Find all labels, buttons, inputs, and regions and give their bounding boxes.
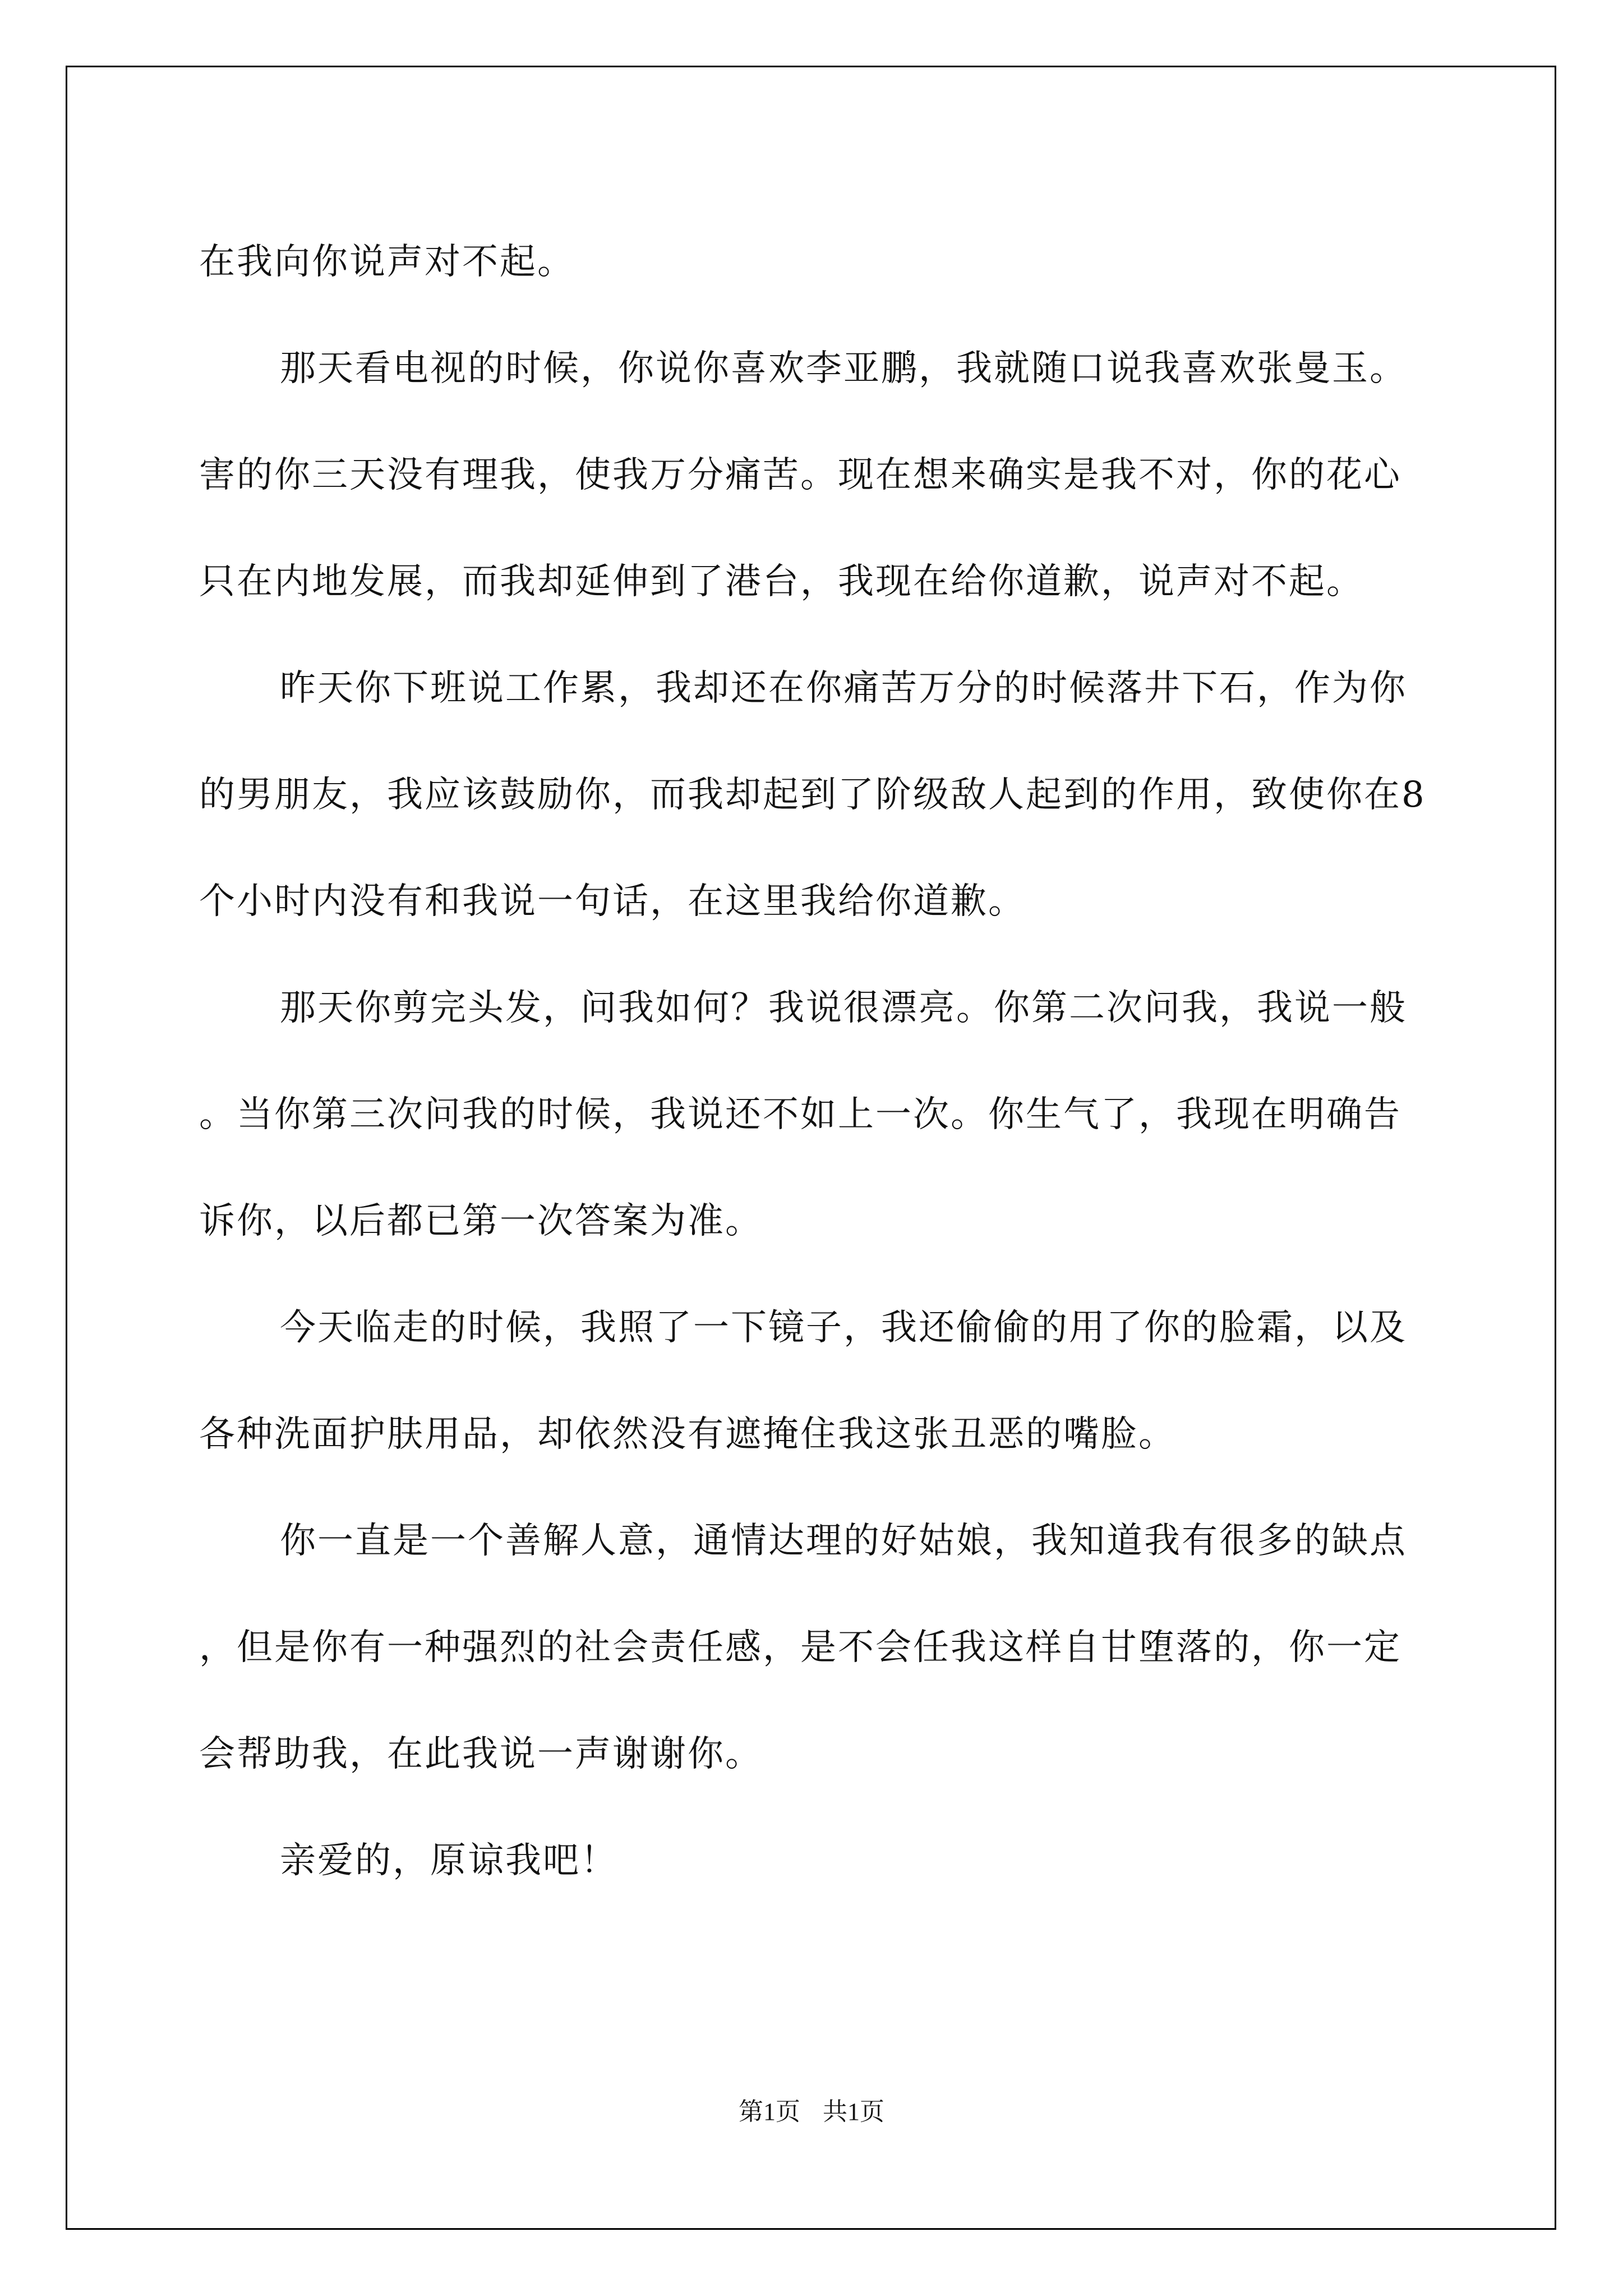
paragraph: 你一直是一个善解人意，通情达理的好姑娘，我知道我有很多的缺点，但是你有一种强烈的社会责任感，是不会任我这样自甘堕落的，你一定会帮助我，在此我说一声谢谢你。 xyxy=(199,1520,1407,1775)
paragraph: 那天你剪完头发，问我如何？我说很漂亮。你第二次问我，我说一般。当你第三次问我的时候，我说还不如上一次。你生气了，我现在明确告诉你，以后都已第一次答案为准。 xyxy=(199,987,1407,1242)
paragraph: 今天临走的时候，我照了一下镜子，我还偷偷的用了你的脸霜，以及各种洗面护肤用品，却依然没有遮掩住我这张丑恶的嘴脸。 xyxy=(199,1307,1407,1455)
document-body xyxy=(199,209,1433,1914)
page-footer xyxy=(0,2091,1623,2127)
paragraph: 在我向你说声对不起。 xyxy=(199,241,575,283)
paragraph: 那天看电视的时候，你说你喜欢李亚鹏，我就随口说我喜欢张曼玉。害的你三天没有理我，使我万分痛苦。现在想来确实是我不对，你的花心只在内地发展，而我却延伸到了港台，我现在给你道歉，说声对不起。 xyxy=(199,348,1407,602)
paragraph: 昨天你下班说工作累，我却还在你痛苦万分的时候落井下石，作为你的男朋友，我应该鼓励你，而我却起到了阶级敌人起到的作用，致使你在8个小时内没有和我说一句话，在这里我给你道歉。 xyxy=(199,668,1426,922)
page-number: 第1页 xyxy=(739,2098,800,2125)
page-total: 共1页 xyxy=(823,2098,884,2125)
paragraph: 亲爱的，原谅我吧！ xyxy=(280,1840,618,1881)
